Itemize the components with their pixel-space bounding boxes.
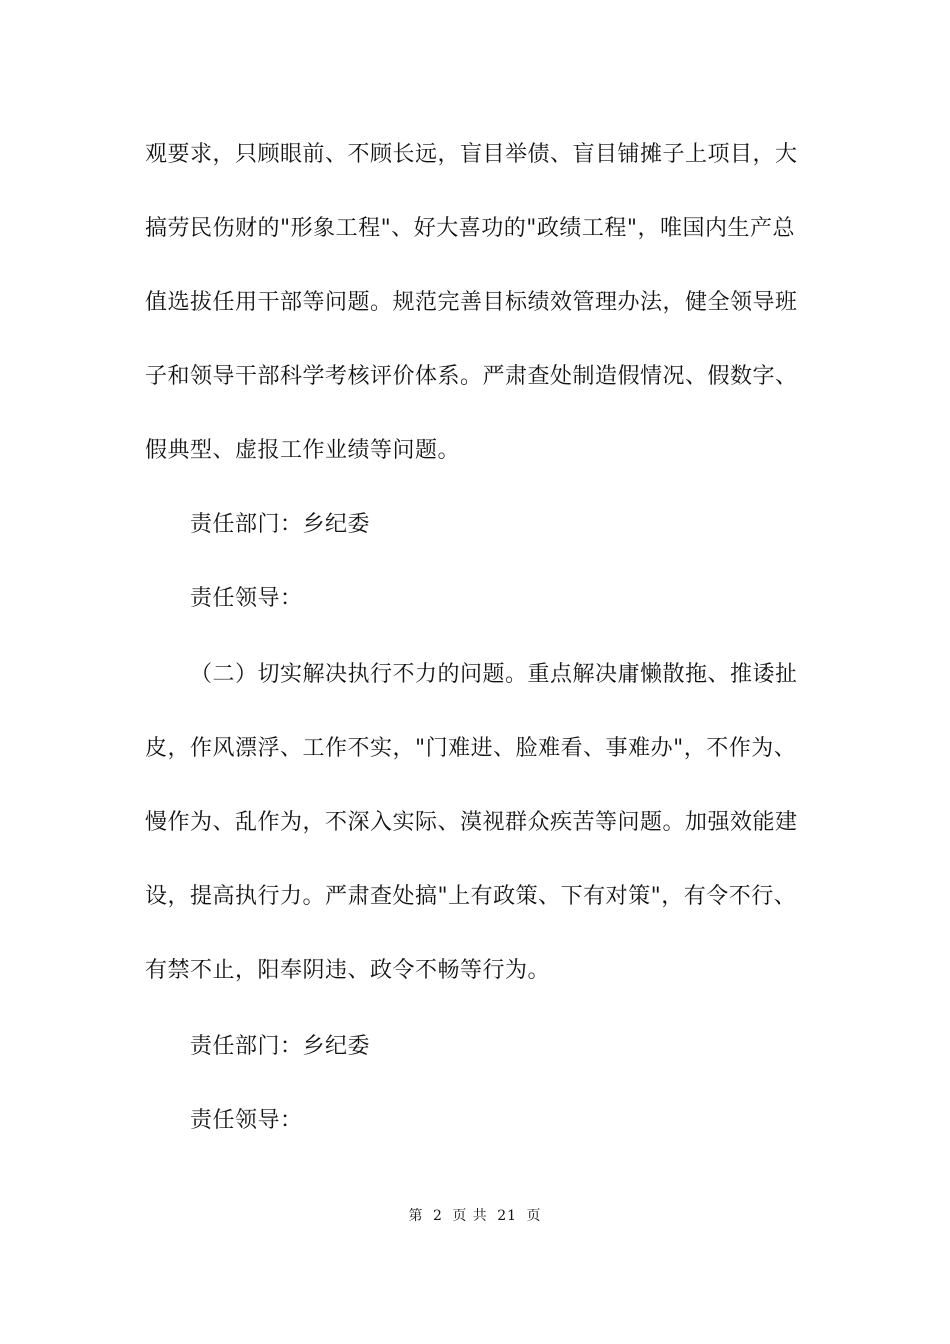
footer-total-pages: 21 (497, 1208, 518, 1224)
footer-prefix: 第 (408, 1208, 424, 1224)
body-text-line: 假典型、虚报工作业绩等问题。 (145, 438, 461, 463)
footer-suffix: 页 (526, 1208, 542, 1224)
responsible-leader: 责任领导： (190, 1108, 303, 1133)
body-text-line: 子和领导干部科学考核评价体系。严肃查处制造假情况、假数字、 (145, 364, 798, 389)
page-number-footer (0, 1206, 950, 1226)
body-text-line: 慢作为、乱作为，不深入实际、漠视群众疾苦等问题。加强效能建 (145, 810, 798, 835)
body-text-line: 值选拔任用干部等问题。规范完善目标绩效管理办法，健全领导班 (145, 290, 798, 315)
body-text-line: 有禁不止，阳奉阴违、政令不畅等行为。 (145, 958, 551, 983)
footer-mid: 页 共 (452, 1208, 488, 1224)
body-text-line: 观要求，只顾眼前、不顾长远，盲目举债、盲目铺摊子上项目，大 (145, 142, 798, 167)
body-text-line: 皮，作风漂浮、工作不实，"门难进、脸难看、事难办"，不作为、 (145, 736, 797, 761)
body-text-line: 设，提高执行力。严肃查处搞"上有政策、下有对策"，有令不行、 (145, 884, 797, 909)
footer-page-number: 2 (432, 1208, 443, 1224)
responsible-department: 责任部门：乡纪委 (190, 1034, 371, 1059)
body-text-line: 搞劳民伤财的"形象工程"、好大喜功的"政绩工程"，唯国内生产总 (145, 216, 795, 241)
responsible-department: 责任部门：乡纪委 (190, 512, 371, 537)
responsible-leader: 责任领导： (190, 586, 303, 611)
section-heading-line: （二）切实解决执行不力的问题。重点解决庸懒散拖、推诿扯 (190, 662, 798, 687)
